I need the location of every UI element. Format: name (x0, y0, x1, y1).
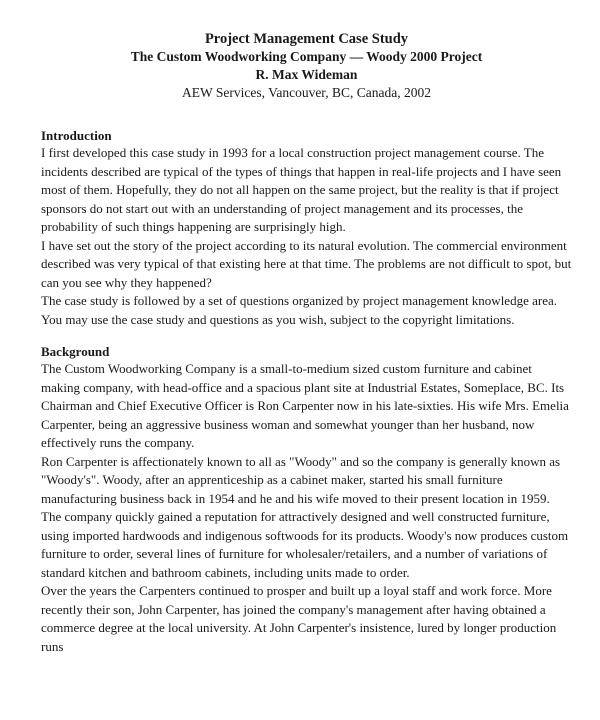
document-affiliation: AEW Services, Vancouver, BC, Canada, 2002 (181, 85, 432, 100)
background-heading: Background (41, 344, 110, 359)
document-author: R. Max Wideman (255, 67, 358, 82)
background-paragraph: Over the years the Carpenters continued to prosper and built up a loyal staff and work force. More recently their son, John Carpenter, has joined the company's management after having obtained a commerce degree at the local university. At John Carpenter's insistence, lured by longer production runs (41, 583, 557, 654)
introduction-paragraph: The case study is followed by a set of questions organized by project management knowledge area. You may use the case study and questions as you wish, subject to the copyright limitations. (41, 293, 557, 327)
document-title: Project Management Case Study (204, 31, 409, 47)
document-header (41, 30, 572, 102)
background-paragraph: Ron Carpenter is affectionately known to all as "Woody" and so the company is generally known as "Woody's". Woody, after an apprenticeship as a cabinet maker, started his small furniture manufacturing business back in 1954 and he and his wife moved to their present location in 1959. The company quickly gained a reputation for attractively designed and well constructed furniture, using imported hardwoods and indigenous softwoods for its products. Woody's now produces custom furniture to order, several lines of furniture for wholesaler/retailers, and a number of variations of standard kitchen and bathroom cabinets, including units made to order. (41, 453, 569, 580)
introduction-paragraph: I first developed this case study in 1993 for a local construction project management course. The incidents described are typical of the types of things that happen in real-life projects and I have seen most of them. Hopefully, they do not all happen on the same project, but the reality is that if project sponsors do not start out with an understanding of project management and its processes, the probability of such things happening are surprisingly high. (41, 145, 562, 234)
document-subtitle: The Custom Woodworking Company — Woody 2000 Project (130, 49, 483, 64)
introduction-paragraph: I have set out the story of the project according to its natural evolution. The commercial environment described was very typical of that existing here at that time. The problems are not difficult to spot, but can you see why they happened? (41, 237, 572, 290)
introduction-heading: Introduction (41, 128, 112, 143)
background-paragraph: The Custom Woodworking Company is a small-to-medium sized custom furniture and cabinet making company, with head-office and a spacious plant site at Industrial Estates, Someplace, BC. Its Chairman and Chief Executive Officer is Ron Carpenter now in his late-sixties. His wife Mrs. Emelia Carpenter, being an aggressive business woman and somewhat younger than her husband, now effectively runs the company. (41, 361, 569, 450)
